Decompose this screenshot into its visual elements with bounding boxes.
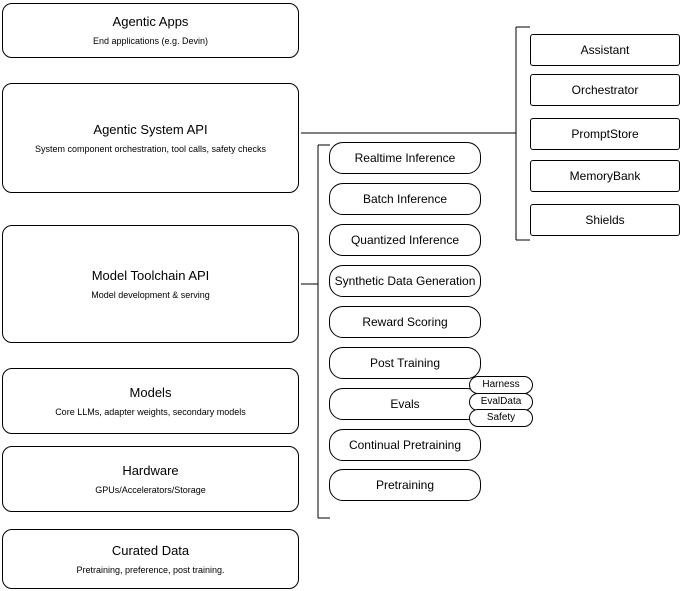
component-quantized-inference[interactable] — [329, 224, 481, 256]
component-label: Continual Pretraining — [348, 437, 462, 452]
eval-pill-label: EvalData — [480, 396, 522, 407]
component-shields[interactable] — [530, 204, 680, 236]
layer-subtitle: System component orchestration, tool calls, safety checks — [34, 143, 267, 154]
component-assistant[interactable] — [530, 34, 680, 66]
component-batch-inference[interactable] — [329, 183, 481, 215]
layer-title: Curated Data — [111, 542, 190, 558]
layer-subtitle: Core LLMs, adapter weights, secondary models — [55, 406, 246, 417]
component-orchestrator[interactable] — [530, 74, 680, 106]
layer-title: Agentic System API — [93, 121, 208, 137]
component-label: Synthetic Data Generation — [334, 273, 476, 288]
component-pretraining[interactable] — [329, 469, 481, 501]
component-label: Post Training — [369, 355, 441, 370]
component-label: Assistant — [580, 42, 630, 57]
component-label: Shields — [585, 212, 625, 227]
layer-title: Agentic Apps — [112, 14, 189, 29]
component-label: Batch Inference — [362, 191, 448, 206]
eval-pill-label: Safety — [486, 412, 516, 423]
component-promptstore[interactable] — [530, 118, 680, 150]
layer-agentic-system-api[interactable] — [2, 83, 299, 193]
component-label: Realtime Inference — [354, 150, 456, 165]
component-realtime-inference[interactable] — [329, 142, 481, 174]
layer-subtitle: Model development & serving — [91, 289, 210, 300]
component-label: Pretraining — [375, 477, 435, 492]
layer-title: Models — [129, 384, 172, 400]
layer-hardware[interactable] — [2, 446, 299, 512]
layer-model-toolchain-api[interactable] — [2, 225, 299, 343]
layer-agentic-apps[interactable] — [2, 3, 299, 58]
component-label: MemoryBank — [569, 168, 641, 183]
component-evals[interactable] — [329, 388, 481, 420]
layer-subtitle: End applications (e.g. Devin) — [92, 36, 209, 46]
layer-subtitle: Pretraining, preference, post training. — [76, 564, 225, 575]
component-continual-pretraining[interactable] — [329, 429, 481, 461]
layer-models[interactable] — [2, 368, 299, 434]
layer-title: Model Toolchain API — [91, 267, 210, 283]
component-label: Orchestrator — [571, 82, 639, 97]
component-label: PromptStore — [571, 126, 639, 141]
component-label: Quantized Inference — [350, 232, 460, 247]
layer-title: Hardware — [122, 462, 179, 478]
layer-curated-data[interactable] — [2, 529, 299, 589]
layer-subtitle: GPUs/Accelerators/Storage — [95, 484, 206, 495]
eval-pill-harness[interactable] — [469, 376, 533, 394]
component-label: Reward Scoring — [362, 314, 448, 329]
eval-pill-safety[interactable] — [469, 409, 533, 427]
component-post-training[interactable] — [329, 347, 481, 379]
component-reward-scoring[interactable] — [329, 306, 481, 338]
component-label: Evals — [390, 396, 420, 411]
component-synthetic-data-generation[interactable] — [329, 265, 481, 297]
eval-pill-label: Harness — [482, 379, 520, 390]
component-memorybank[interactable] — [530, 160, 680, 192]
